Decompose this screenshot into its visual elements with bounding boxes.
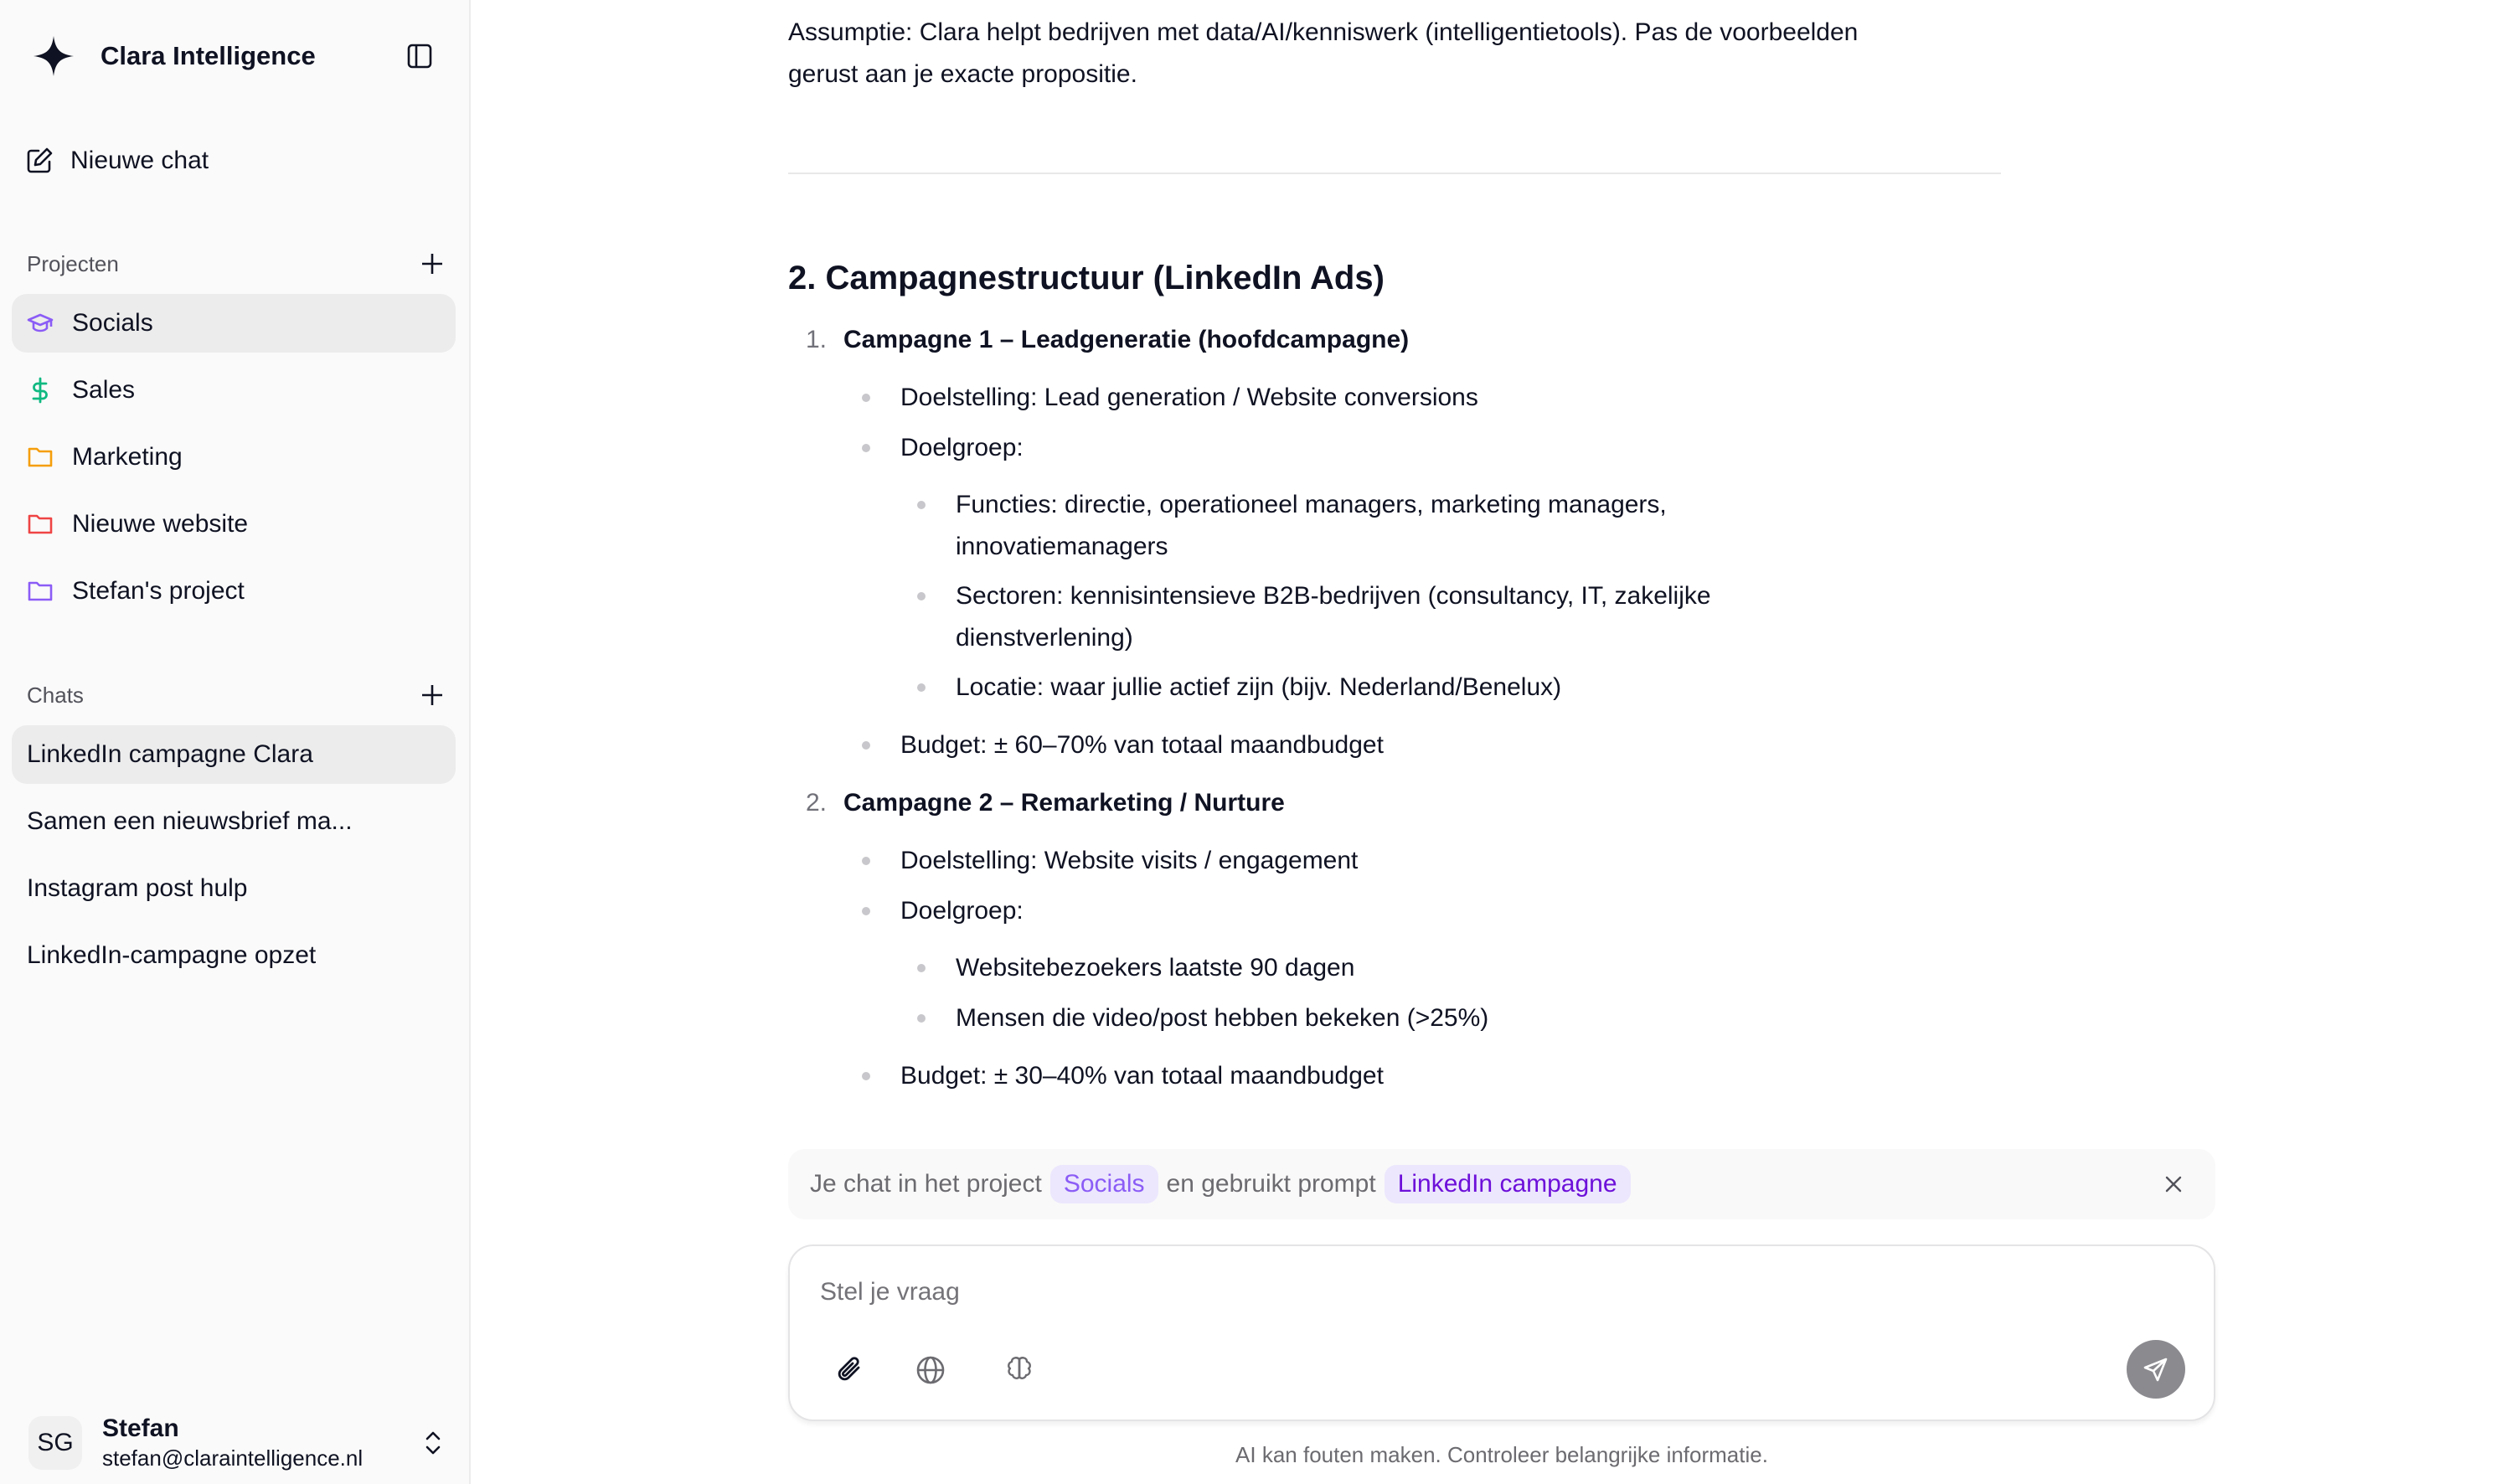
list-item	[862, 724, 1384, 766]
chat-item[interactable]	[12, 926, 456, 985]
bullet-icon	[862, 857, 870, 865]
list-item	[917, 997, 1830, 1039]
brain-icon[interactable]	[1003, 1353, 1036, 1387]
audience-entry: Functies: directie, operationeel managers, marketing managers, innovatiemanagers	[956, 491, 1667, 560]
list-item	[917, 575, 1830, 659]
project-label: Nieuwe website	[72, 510, 249, 538]
paperclip-icon[interactable]	[833, 1353, 867, 1387]
audience-label: Doelgroep:	[900, 897, 1024, 925]
context-middle: en gebruikt prompt	[1166, 1170, 1376, 1198]
folder-icon	[27, 444, 54, 471]
chats-list	[12, 725, 456, 993]
bullet-icon	[917, 964, 926, 972]
dollar-icon	[27, 377, 54, 404]
bullet-icon	[862, 1072, 870, 1080]
composer	[788, 1244, 2215, 1421]
new-chat-button[interactable]	[25, 139, 209, 183]
add-project-button[interactable]	[419, 250, 446, 277]
chat-item[interactable]	[12, 859, 456, 918]
chat-label: Samen een nieuwsbrief ma...	[27, 807, 353, 835]
project-label: Marketing	[72, 443, 183, 471]
campaign-title: Campagne 2 – Remarketing / Nurture	[843, 789, 1285, 817]
project-label: Stefan's project	[72, 577, 245, 605]
context-prefix: Je chat in het project	[810, 1170, 1042, 1198]
user-menu[interactable]	[28, 1405, 447, 1481]
chat-item[interactable]	[12, 725, 456, 784]
app-name: Clara Intelligence	[101, 41, 316, 70]
question-input[interactable]	[820, 1271, 2076, 1313]
list-item	[862, 840, 1358, 882]
chat-label: Instagram post hulp	[27, 874, 248, 902]
disclaimer: AI kan fouten maken. Controleer belangrijke informatie.	[1235, 1442, 1768, 1467]
list-item	[862, 1055, 1384, 1097]
avatar: SG	[28, 1416, 82, 1470]
edit-icon	[25, 147, 54, 175]
projects-header	[27, 247, 446, 281]
list-number: 1.	[805, 326, 827, 353]
chat-label: LinkedIn-campagne opzet	[27, 941, 317, 969]
project-label: Socials	[72, 309, 153, 337]
add-chat-button[interactable]	[419, 682, 446, 709]
plus-icon	[420, 683, 444, 707]
audience-entry: Mensen die video/post hebben bekeken (>25%)	[956, 1004, 1489, 1032]
campaign-item	[788, 319, 1409, 361]
bullet-icon	[862, 907, 870, 915]
list-item	[917, 484, 1830, 568]
campaign-title: Campagne 1 – Leadgeneratie (hoofdcampagne)	[843, 326, 1410, 353]
user-name: Stefan	[102, 1414, 179, 1442]
graduation-cap-icon	[27, 310, 54, 337]
list-item	[917, 947, 1830, 989]
new-chat-label: Nieuwe chat	[70, 147, 209, 174]
chat-label: LinkedIn campagne Clara	[27, 740, 313, 768]
bullet-icon	[862, 394, 870, 402]
project-label: Sales	[72, 376, 136, 404]
bullet-icon	[862, 741, 870, 750]
bullet-icon	[862, 444, 870, 452]
section-heading: 2. Campagnestructuur (LinkedIn Ads)	[788, 260, 1385, 296]
user-info	[102, 1414, 363, 1472]
list-item	[862, 427, 1024, 469]
sparkle-logo-icon	[32, 34, 75, 78]
plus-icon	[420, 252, 444, 276]
assumption-text: Assumptie: Clara helpt bedrijven met data/AI/kenniswerk (intelligentietools). Pas de voorbeelden gerust aan je exacte propositie.	[788, 18, 1859, 88]
user-email: stefan@claraintelligence.nl	[102, 1445, 364, 1471]
chats-header	[27, 678, 446, 712]
campaign-goal: Doelstelling: Lead generation / Website conversions	[900, 384, 1478, 411]
campaign-item	[788, 782, 1285, 824]
chats-label: Chats	[27, 682, 84, 708]
folder-icon	[27, 511, 54, 538]
brand	[32, 32, 316, 80]
sidebar-toggle-icon[interactable]	[405, 42, 434, 70]
projects-label: Projecten	[27, 250, 119, 276]
context-bar	[788, 1149, 2215, 1219]
list-item	[862, 377, 1478, 419]
send-icon	[2141, 1354, 2171, 1384]
sidebar-item-stefans-project[interactable]	[12, 562, 456, 621]
divider	[788, 173, 2001, 174]
campaign-budget: Budget: ± 30–40% van totaal maandbudget	[900, 1062, 1384, 1090]
sidebar-item-sales[interactable]	[12, 361, 456, 420]
bullet-icon	[917, 683, 926, 692]
close-icon[interactable]	[2162, 1172, 2185, 1196]
audience-entry: Websitebezoekers laatste 90 dagen	[956, 954, 1355, 982]
audience-entry: Sectoren: kennisintensieve B2B-bedrijven (consultancy, IT, zakelijke dienstverlening)	[956, 582, 1711, 652]
sidebar-item-socials[interactable]	[12, 294, 456, 353]
sidebar-item-nieuwe-website[interactable]	[12, 495, 456, 554]
sidebar-item-marketing[interactable]	[12, 428, 456, 487]
campaign-goal: Doelstelling: Website visits / engagement	[900, 847, 1359, 874]
project-chip[interactable]: Socials	[1050, 1165, 1158, 1203]
bullet-icon	[917, 592, 926, 600]
audience-label: Doelgroep:	[900, 434, 1024, 461]
globe-icon[interactable]	[914, 1353, 947, 1387]
bullet-icon	[917, 1014, 926, 1023]
list-item	[862, 890, 1024, 932]
folder-icon	[27, 578, 54, 605]
sidebar	[0, 0, 471, 1484]
prompt-chip[interactable]: LinkedIn campagne	[1385, 1165, 1631, 1203]
chat-main	[471, 0, 2501, 1484]
send-button[interactable]	[2127, 1340, 2185, 1399]
campaign-budget: Budget: ± 60–70% van totaal maandbudget	[900, 731, 1384, 759]
list-number: 2.	[805, 789, 827, 817]
list-item	[917, 667, 1830, 709]
projects-list	[12, 294, 456, 629]
audience-entry: Locatie: waar jullie actief zijn (bijv. Nederland/Benelux)	[956, 673, 1562, 701]
bullet-icon	[917, 501, 926, 509]
chevrons-up-down-icon[interactable]	[419, 1429, 447, 1457]
chat-item[interactable]	[12, 792, 456, 851]
